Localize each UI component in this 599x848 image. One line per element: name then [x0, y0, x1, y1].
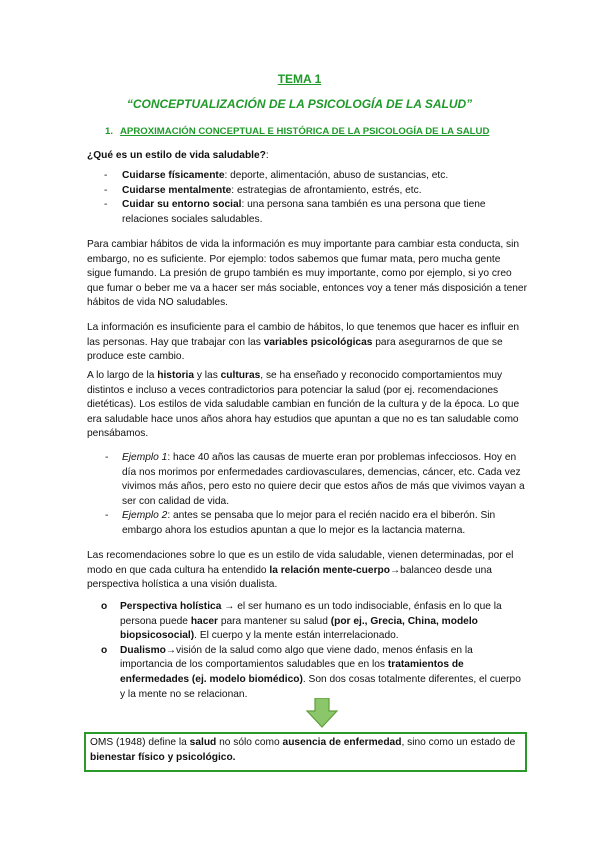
- text-run: A lo largo de la: [87, 370, 158, 381]
- list-item: [105, 509, 528, 538]
- question-suffix: :: [265, 150, 269, 161]
- text-run: y las: [194, 370, 221, 381]
- item-text: : hace 40 años las causas de muerte eran por problemas infecciosos. Hoy en día nos morimos por enfermedades cardiovasculares, demencias, cáncer, etc. Cada vez vivimos más años, pero esto no quiere decir que estos años de más que vivimos vayan a ser con calidad de vida.: [122, 452, 525, 507]
- example-label: Ejemplo 2: [122, 510, 168, 522]
- paragraph-information: [87, 321, 527, 365]
- item-text: : una persona sana también es una persona que tiene relaciones sociales saludables.: [122, 199, 486, 225]
- text-run: OMS (1948) define la: [90, 737, 190, 748]
- text-run: para asegurarnos de que se produce este cambio.: [87, 336, 503, 363]
- page-title: TEMA 1: [277, 72, 322, 86]
- list-item: [103, 644, 528, 702]
- section-number: 1.: [105, 126, 114, 137]
- bold-term: Perspectiva holística: [120, 601, 222, 612]
- text-run: no sólo como: [216, 737, 283, 748]
- item-term: Cuidarse físicamente: [122, 170, 225, 181]
- question-heading: [87, 149, 269, 164]
- text-run: para mantener su salud: [218, 615, 331, 627]
- list-item: [105, 451, 528, 509]
- paragraph-history: [87, 369, 527, 442]
- page-subtitle: “CONCEPTUALIZACIÓN DE LA PSICOLOGÍA DE LA SALUD”: [126, 97, 473, 111]
- dash-bullet: -: [105, 452, 109, 463]
- bold-term: Dualismo: [120, 644, 166, 656]
- bold-term: (por ej., Grecia, China, modelo biopsicosocial): [120, 615, 478, 642]
- bold-term: culturas: [220, 370, 261, 381]
- question-text: ¿Qué es un estilo de vida saludable?: [87, 150, 266, 161]
- bold-term: hacer: [190, 615, 218, 627]
- item-text: : antes se pensaba que lo mejor para el recién nacido era el biberón. Sin embargo ahora los estudios apuntan a que lo mejor es la lactancia materna.: [122, 510, 496, 536]
- bold-term: salud: [189, 737, 217, 748]
- circle-bullet: o: [101, 644, 108, 656]
- bold-term: tratamientos de enfermedades (ej. modelo biomédico): [120, 659, 464, 685]
- text-run: . Son dos cosas totalmente diferentes, el cuerpo y la mente no se relacionan.: [120, 673, 521, 700]
- item-text: : deporte, alimentación, abuso de sustancias, etc.: [224, 170, 449, 181]
- list-item: [87, 198, 527, 227]
- bold-term: bienestar físico y psicológico.: [90, 751, 236, 763]
- paragraph-habits: Para cambiar hábitos de vida la información es muy importante para cambiar esta conducta, sin embargo, no es suficiente. Por ejemplo: todos sabemos que fumar mata, pero mucha gente sigue fumando. La presión de grupo también es muy importante, como por ejemplo, si yo creo que fumar o beber me va a hacer ser más sociable, entonces voy a tener más disposición a tener hábitos de vida NO saludables.: [87, 239, 527, 309]
- text-run: La información es insuficiente para el cambio de hábitos, lo que tenemos que hacer es influir en las personas. Hay que trabajar con las: [87, 322, 520, 348]
- examples-list: [105, 451, 528, 539]
- bold-term: la relación mente-cuerpo: [269, 564, 390, 576]
- perspectives-list: [103, 600, 528, 702]
- list-item: [87, 184, 527, 199]
- dash-bullet: -: [104, 199, 108, 211]
- circle-bullet: o: [101, 601, 108, 612]
- item-term: Cuidarse mentalmente: [122, 184, 232, 196]
- bold-term: ausencia de enfermedad: [282, 737, 402, 748]
- text-run: → el ser humano es un todo indisociable, énfasis en lo que la persona puede: [120, 601, 502, 627]
- text-run: , se ha enseñado y reconocido comportamientos muy distintos e incluso a veces contradictorios para potenciar la salud (por ej. recomendaciones dietéticas). Los estilos de vida saludable cambian en función de la cultura y de la época. Lo que era saludable hace unos años ahora hay estudios que apuntan a que no es tan saludable como pensábamos.: [87, 370, 520, 440]
- section-title: APROXIMACIÓN CONCEPTUAL E HISTÓRICA DE LA PSICOLOGÍA DE LA SALUD: [120, 126, 490, 137]
- text-run: →visión de la salud como algo que viene dado, menos énfasis en la importancia de los comportamientos saludables que en los: [120, 644, 473, 671]
- down-arrow-icon: [306, 698, 338, 734]
- healthy-life-list: [87, 169, 527, 227]
- paragraph-recommendations: [87, 549, 527, 593]
- text-run: . El cuerpo y la mente están interrelacionado.: [194, 630, 399, 642]
- example-label: Ejemplo 1: [122, 452, 168, 463]
- item-term: Cuidar su entorno social: [122, 199, 242, 211]
- list-item: [103, 600, 528, 644]
- bold-term: historia: [157, 370, 195, 381]
- dash-bullet: -: [105, 510, 109, 522]
- text-run: , sino como un estado de: [401, 737, 516, 748]
- text-run: Las recomendaciones sobre lo que es un estilo de vida saludable, vienen determinadas, por el modo en que cada cultura ha entendido: [87, 550, 514, 576]
- oms-definition-box: [84, 732, 527, 772]
- list-item: [87, 169, 527, 184]
- dash-bullet: -: [104, 170, 108, 181]
- text-run: →balanceo desde una perspectiva holística a una visión dualista.: [87, 564, 492, 591]
- item-text: : estrategias de afrontamiento, estrés, etc.: [231, 184, 422, 196]
- dash-bullet: -: [104, 184, 108, 196]
- bold-term: variables psicológicas: [263, 336, 373, 348]
